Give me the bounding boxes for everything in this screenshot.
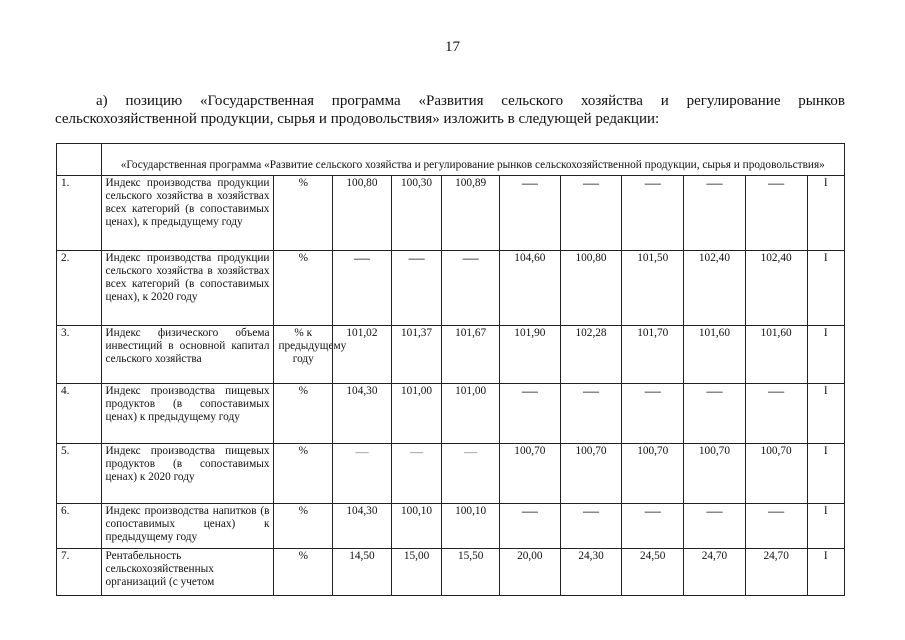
unit-cell: %	[274, 504, 333, 549]
value-cell: —	[684, 384, 746, 444]
value-cell: 101,50	[622, 251, 684, 326]
value-cell: 100,89	[442, 176, 500, 251]
value-cell: 104,30	[333, 504, 392, 549]
table-row	[57, 251, 845, 326]
value-cell: 100,80	[333, 176, 392, 251]
value-cell: —	[622, 176, 684, 251]
indicator-name: Индекс производства пищевых продуктов (в сопоставимых ценах) к предыдущему году	[101, 384, 274, 444]
value-cell: —	[391, 444, 442, 504]
intro-paragraph	[55, 92, 845, 128]
indicator-name: Рентабельность сельскохозяйственных организаций (с учетом	[101, 549, 274, 596]
value-cell: —	[560, 176, 622, 251]
indicator-name: Индекс производства продукции сельского хозяйства в хозяйствах всех категорий (в сопоставимых ценах), к предыдущему году	[101, 176, 274, 251]
value-cell: 101,90	[500, 326, 561, 384]
unit-cell: %	[274, 384, 333, 444]
indicator-type: I	[807, 176, 845, 251]
value-cell: —	[745, 384, 807, 444]
row-number: 1.	[57, 176, 102, 251]
value-cell: 101,60	[684, 326, 746, 384]
value-cell: 104,60	[500, 251, 561, 326]
program-title: «Государственная программа «Развитие сельского хозяйства и регулирование рынков сельскохозяйственной продукции, сырья и продовольствия»	[101, 144, 845, 176]
value-cell: —	[500, 176, 561, 251]
row-number: 3.	[57, 326, 102, 384]
value-cell: —	[622, 504, 684, 549]
value-cell: 100,70	[560, 444, 622, 504]
value-cell: —	[560, 384, 622, 444]
page-number: 17	[445, 39, 460, 55]
value-cell: 104,30	[333, 384, 392, 444]
value-cell: 100,70	[500, 444, 561, 504]
indicators-table	[56, 143, 845, 596]
indicator-type: I	[807, 549, 845, 596]
value-cell: 102,40	[684, 251, 746, 326]
value-cell: 102,40	[745, 251, 807, 326]
indicator-name: Индекс производства продукции сельского хозяйства в хозяйствах всех категорий (в сопоставимых ценах), к 2020 году	[101, 251, 274, 326]
value-cell: —	[333, 251, 392, 326]
indicator-type: I	[807, 504, 845, 549]
value-cell: —	[391, 251, 442, 326]
indicator-name: Индекс производства напитков (в сопоставимых ценах) к предыдущему году	[101, 504, 274, 549]
value-cell: 100,70	[622, 444, 684, 504]
value-cell: 101,67	[442, 326, 500, 384]
table-row	[57, 384, 845, 444]
value-cell: —	[745, 176, 807, 251]
unit-cell: %	[274, 251, 333, 326]
intro-line-2: сельскохозяйственной продукции, сырья и продовольствия» изложить в следующей редакции:	[55, 111, 660, 127]
header-empty-cell	[57, 144, 102, 176]
value-cell: —	[500, 384, 561, 444]
value-cell: 100,10	[391, 504, 442, 549]
value-cell: —	[684, 176, 746, 251]
value-cell: 24,70	[745, 549, 807, 596]
row-number: 4.	[57, 384, 102, 444]
table-row	[57, 444, 845, 504]
value-cell: 20,00	[500, 549, 561, 596]
value-cell: 100,10	[442, 504, 500, 549]
row-number: 7.	[57, 549, 102, 596]
value-cell: 101,00	[442, 384, 500, 444]
table-row	[57, 504, 845, 549]
value-cell: 101,60	[745, 326, 807, 384]
table-row	[57, 549, 845, 596]
value-cell: 101,00	[391, 384, 442, 444]
value-cell: 24,30	[560, 549, 622, 596]
table-row	[57, 326, 845, 384]
value-cell: 100,70	[684, 444, 746, 504]
indicator-type: I	[807, 444, 845, 504]
value-cell: 101,37	[391, 326, 442, 384]
unit-cell: %	[274, 176, 333, 251]
value-cell: 14,50	[333, 549, 392, 596]
value-cell: —	[745, 504, 807, 549]
value-cell: 100,70	[745, 444, 807, 504]
indicator-type: I	[807, 251, 845, 326]
indicator-type: I	[807, 384, 845, 444]
value-cell: 24,50	[622, 549, 684, 596]
value-cell: 24,70	[684, 549, 746, 596]
value-cell: —	[622, 384, 684, 444]
indicator-name: Индекс производства пищевых продуктов (в сопоставимых ценах) к 2020 году	[101, 444, 274, 504]
value-cell: 15,50	[442, 549, 500, 596]
indicator-type: I	[807, 326, 845, 384]
value-cell: 100,30	[391, 176, 442, 251]
value-cell: —	[500, 504, 561, 549]
table-header-row	[57, 144, 845, 176]
row-number: 6.	[57, 504, 102, 549]
row-number: 2.	[57, 251, 102, 326]
intro-line-1: а) позицию «Государственная программа «Развития сельского хозяйства и регулирование рынков	[96, 93, 845, 109]
indicator-name: Индекс физического объема инвестиций в основной капитал сельского хозяйства	[101, 326, 274, 384]
unit-cell: % к предыдущему году	[274, 326, 333, 384]
value-cell: —	[442, 444, 500, 504]
value-cell: 102,28	[560, 326, 622, 384]
value-cell: —	[442, 251, 500, 326]
table-row	[57, 176, 845, 251]
unit-cell: %	[274, 549, 333, 596]
value-cell: —	[684, 504, 746, 549]
unit-cell: %	[274, 444, 333, 504]
value-cell: —	[333, 444, 392, 504]
value-cell: 101,02	[333, 326, 392, 384]
row-number: 5.	[57, 444, 102, 504]
value-cell: 101,70	[622, 326, 684, 384]
value-cell: 100,80	[560, 251, 622, 326]
value-cell: 15,00	[391, 549, 442, 596]
value-cell: —	[560, 504, 622, 549]
